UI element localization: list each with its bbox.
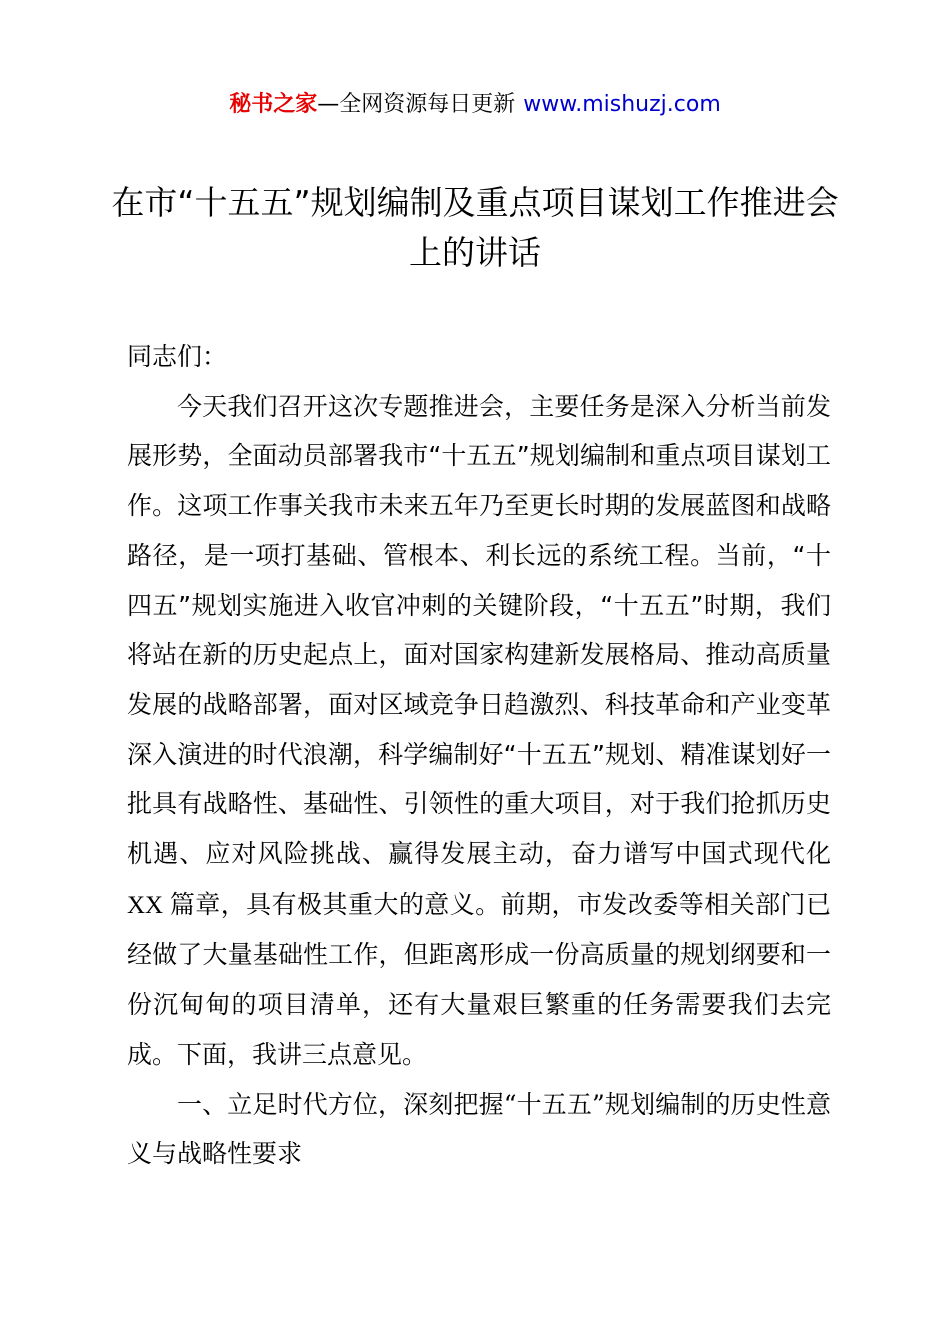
- intro-paragraph-part-1: 今天我们召开这次专题推进会，主要任务是深入分析当前发展形势，全面动员部署我市“十五五”规划编制和重点项目谋划工作。这项工作事关我市未来五年乃至更长时期的发展蓝图和战略路径，是一项打基础、管根本、利长远的系统工程。当前，“十四五”规划实施进入收官冲刺的关键阶段，“十五五”时期，我们将站在新的历史起点上，面对国家构建新发展格局、推动高质量发展的战略部署，面对区域竞争日趋激烈、科技革命和产业变革深入演进的时代浪潮，科学编制好“十五五”规划、精准谋划好一批具有战略性、基础性、引领性的重大项目，对于我们抢抓历史机遇、应对风险挑战、赢得发展主动，奋力谱写中国式现代化: [127, 391, 831, 869]
- document-title: 在市“十五五”规划编制及重点项目谋划工作推进会上的讲话: [111, 183, 839, 272]
- brand-name: 秘书之家: [229, 92, 318, 117]
- intro-paragraph: [127, 382, 831, 1080]
- document-body: [127, 332, 831, 1179]
- intro-paragraph-part-2: 篇章，具有极其重大的意义。前期，市发改委等相关部门已经做了大量基础性工作，但距离形成一份高质量的规划纲要和一份沉甸甸的项目清单，还有大量艰巨繁重的任务需要我们去完成。下面，我讲三点意见。: [127, 889, 831, 1069]
- site-url-link[interactable]: www.mishuzj.com: [523, 92, 721, 117]
- header-tagline: —全网资源每日更新: [317, 92, 516, 117]
- site-header: [0, 88, 950, 122]
- section-heading-1: 一、立足时代方位，深刻把握“十五五”规划编制的历史性意义与战略性要求: [127, 1089, 831, 1169]
- salutation: 同志们：: [127, 342, 228, 371]
- intro-paragraph-placeholder-xx: XX: [127, 891, 170, 919]
